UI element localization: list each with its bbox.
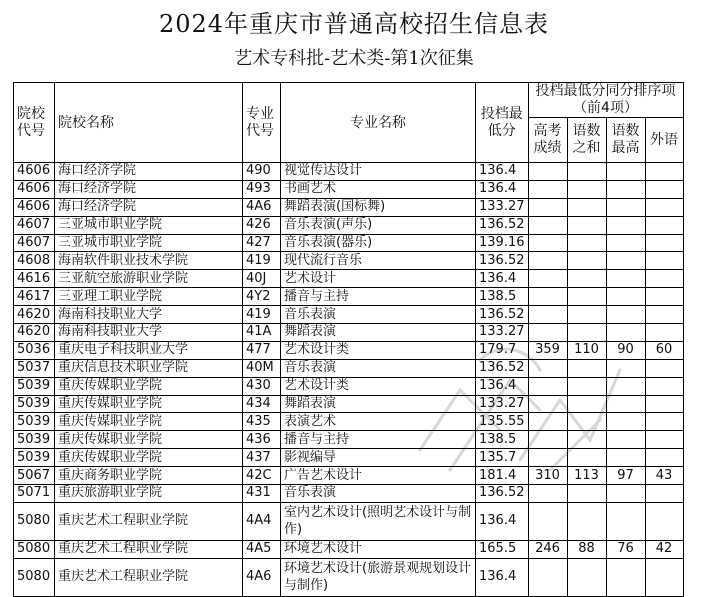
- chinese-math-max-cell: [606, 359, 645, 377]
- chinese-math-max-cell: [606, 216, 645, 234]
- school-name-cell: 重庆传媒职业学院: [55, 377, 243, 395]
- chinese-math-max-cell: [606, 234, 645, 252]
- major-code-cell: 4A4: [243, 502, 281, 540]
- major-code-cell: 4A5: [243, 540, 281, 558]
- foreign-cell: 43: [645, 467, 683, 485]
- major-name-cell: 室内艺术设计(照明艺术设计与制作): [281, 502, 476, 540]
- school-code-cell: 4620: [14, 306, 55, 324]
- school-code-cell: 5067: [14, 467, 55, 485]
- header-school-code: 院校代号: [14, 83, 55, 163]
- school-code-cell: 5039: [14, 431, 55, 449]
- table-row: [14, 377, 684, 395]
- major-name-cell: 音乐表演: [281, 306, 476, 324]
- chinese-math-cell: [567, 252, 606, 270]
- table-row: [14, 163, 684, 181]
- major-code-cell: 40M: [243, 359, 281, 377]
- gaokao-cell: [528, 180, 567, 198]
- school-name-cell: 重庆艺术工程职业学院: [55, 558, 243, 596]
- major-name-cell: 音乐表演: [281, 359, 476, 377]
- header-major-code: 专业代号: [243, 83, 281, 163]
- table-row: [14, 288, 684, 306]
- gaokao-cell: [528, 306, 567, 324]
- chinese-math-cell: [567, 198, 606, 216]
- chinese-math-max-cell: [606, 502, 645, 540]
- min-score-cell: 136.4: [476, 558, 529, 596]
- chinese-math-cell: [567, 449, 606, 467]
- chinese-math-max-cell: [606, 180, 645, 198]
- school-code-cell: 4620: [14, 324, 55, 342]
- header-school-name: 院校名称: [55, 83, 243, 163]
- foreign-cell: [645, 413, 683, 431]
- major-code-cell: 434: [243, 395, 281, 413]
- major-code-cell: 490: [243, 163, 281, 181]
- school-name-cell: 海南软件职业技术学院: [55, 252, 243, 270]
- foreign-cell: [645, 270, 683, 288]
- header-major-name: 专业名称: [281, 83, 476, 163]
- foreign-cell: 42: [645, 540, 683, 558]
- chinese-math-max-cell: [606, 395, 645, 413]
- chinese-math-cell: [567, 270, 606, 288]
- table-body: [14, 163, 684, 597]
- major-code-cell: 427: [243, 234, 281, 252]
- foreign-cell: [645, 198, 683, 216]
- school-name-cell: 重庆传媒职业学院: [55, 413, 243, 431]
- header-min-score: 投档最低分: [476, 83, 529, 163]
- min-score-cell: 136.52: [476, 252, 529, 270]
- chinese-math-cell: 113: [567, 467, 606, 485]
- chinese-math-cell: [567, 485, 606, 503]
- header-tie-group: 投档最低分同分排序项（前4项）: [528, 83, 683, 118]
- school-code-cell: 4607: [14, 234, 55, 252]
- major-code-cell: 419: [243, 306, 281, 324]
- gaokao-cell: [528, 449, 567, 467]
- school-code-cell: 5036: [14, 341, 55, 359]
- chinese-math-max-cell: [606, 270, 645, 288]
- table-row: [14, 324, 684, 342]
- table-row: [14, 540, 684, 558]
- major-code-cell: 419: [243, 252, 281, 270]
- min-score-cell: 136.4: [476, 180, 529, 198]
- gaokao-cell: [528, 413, 567, 431]
- gaokao-cell: [528, 485, 567, 503]
- table-row: [14, 180, 684, 198]
- min-score-cell: 165.5: [476, 540, 529, 558]
- min-score-cell: 133.27: [476, 198, 529, 216]
- header-gaokao: 高考成绩: [528, 118, 567, 163]
- chinese-math-cell: [567, 413, 606, 431]
- school-code-cell: 5037: [14, 359, 55, 377]
- gaokao-cell: [528, 252, 567, 270]
- table-row: [14, 198, 684, 216]
- header-chinese-math: 语数之和: [567, 118, 606, 163]
- chinese-math-cell: [567, 377, 606, 395]
- min-score-cell: 136.4: [476, 270, 529, 288]
- table-row: [14, 359, 684, 377]
- major-code-cell: 436: [243, 431, 281, 449]
- school-code-cell: 5039: [14, 377, 55, 395]
- major-name-cell: 播音与主持: [281, 431, 476, 449]
- school-name-cell: 重庆传媒职业学院: [55, 395, 243, 413]
- school-code-cell: 5080: [14, 540, 55, 558]
- school-name-cell: 海口经济学院: [55, 180, 243, 198]
- school-name-cell: 重庆旅游职业学院: [55, 485, 243, 503]
- chinese-math-cell: [567, 216, 606, 234]
- foreign-cell: [645, 306, 683, 324]
- min-score-cell: 139.16: [476, 234, 529, 252]
- school-name-cell: 三亚理工职业学院: [55, 288, 243, 306]
- foreign-cell: [645, 324, 683, 342]
- min-score-cell: 179.7: [476, 341, 529, 359]
- major-code-cell: 493: [243, 180, 281, 198]
- table-row: [14, 467, 684, 485]
- major-name-cell: 表演艺术: [281, 413, 476, 431]
- school-code-cell: 5071: [14, 485, 55, 503]
- school-code-cell: 4606: [14, 198, 55, 216]
- chinese-math-max-cell: [606, 449, 645, 467]
- chinese-math-max-cell: [606, 485, 645, 503]
- school-name-cell: 海口经济学院: [55, 163, 243, 181]
- school-code-cell: 5039: [14, 413, 55, 431]
- school-name-cell: 海南科技职业大学: [55, 306, 243, 324]
- foreign-cell: [645, 252, 683, 270]
- major-name-cell: 艺术设计: [281, 270, 476, 288]
- school-code-cell: 5080: [14, 558, 55, 596]
- major-code-cell: 40J: [243, 270, 281, 288]
- major-code-cell: 4Y2: [243, 288, 281, 306]
- foreign-cell: [645, 234, 683, 252]
- min-score-cell: 136.52: [476, 485, 529, 503]
- school-name-cell: 三亚航空旅游职业学院: [55, 270, 243, 288]
- table-row: [14, 270, 684, 288]
- gaokao-cell: [528, 216, 567, 234]
- chinese-math-cell: 88: [567, 540, 606, 558]
- foreign-cell: [645, 180, 683, 198]
- min-score-cell: 138.5: [476, 431, 529, 449]
- chinese-math-max-cell: [606, 431, 645, 449]
- chinese-math-cell: [567, 163, 606, 181]
- min-score-cell: 136.52: [476, 306, 529, 324]
- school-name-cell: 三亚城市职业学院: [55, 216, 243, 234]
- foreign-cell: [645, 431, 683, 449]
- gaokao-cell: [528, 502, 567, 540]
- major-name-cell: 现代流行音乐: [281, 252, 476, 270]
- major-name-cell: 音乐表演: [281, 485, 476, 503]
- school-name-cell: 重庆信息技术职业学院: [55, 359, 243, 377]
- major-name-cell: 环境艺术设计: [281, 540, 476, 558]
- foreign-cell: [645, 359, 683, 377]
- table-row: [14, 216, 684, 234]
- foreign-cell: [645, 216, 683, 234]
- chinese-math-cell: [567, 288, 606, 306]
- gaokao-cell: [528, 324, 567, 342]
- chinese-math-cell: [567, 359, 606, 377]
- gaokao-cell: [528, 431, 567, 449]
- gaokao-cell: 359: [528, 341, 567, 359]
- foreign-cell: [645, 502, 683, 540]
- foreign-cell: [645, 377, 683, 395]
- school-name-cell: 重庆传媒职业学院: [55, 449, 243, 467]
- chinese-math-cell: [567, 324, 606, 342]
- school-code-cell: 4616: [14, 270, 55, 288]
- chinese-math-max-cell: 90: [606, 341, 645, 359]
- school-name-cell: 三亚城市职业学院: [55, 234, 243, 252]
- table-row: [14, 341, 684, 359]
- foreign-cell: [645, 163, 683, 181]
- chinese-math-cell: 110: [567, 341, 606, 359]
- foreign-cell: [645, 449, 683, 467]
- major-name-cell: 视觉传达设计: [281, 163, 476, 181]
- table-row: [14, 413, 684, 431]
- min-score-cell: 136.52: [476, 216, 529, 234]
- major-name-cell: 播音与主持: [281, 288, 476, 306]
- school-code-cell: 4606: [14, 163, 55, 181]
- major-code-cell: 42C: [243, 467, 281, 485]
- chinese-math-cell: [567, 395, 606, 413]
- chinese-math-max-cell: 97: [606, 467, 645, 485]
- gaokao-cell: [528, 234, 567, 252]
- header-chinese-math-max: 语数最高: [606, 118, 645, 163]
- school-name-cell: 重庆传媒职业学院: [55, 431, 243, 449]
- major-code-cell: 4A6: [243, 558, 281, 596]
- header-foreign: 外语: [645, 118, 683, 163]
- major-code-cell: 41A: [243, 324, 281, 342]
- major-name-cell: 艺术设计类: [281, 341, 476, 359]
- chinese-math-max-cell: [606, 288, 645, 306]
- min-score-cell: 135.55: [476, 413, 529, 431]
- chinese-math-max-cell: 76: [606, 540, 645, 558]
- min-score-cell: 136.52: [476, 359, 529, 377]
- school-code-cell: 5039: [14, 449, 55, 467]
- gaokao-cell: 246: [528, 540, 567, 558]
- school-code-cell: 5080: [14, 502, 55, 540]
- foreign-cell: 60: [645, 341, 683, 359]
- school-name-cell: 海口经济学院: [55, 198, 243, 216]
- major-name-cell: 广告艺术设计: [281, 467, 476, 485]
- page-title: 2024年重庆市普通高校招生信息表: [158, 10, 550, 38]
- table-row: [14, 431, 684, 449]
- chinese-math-cell: [567, 431, 606, 449]
- school-name-cell: 重庆电子科技职业大学: [55, 341, 243, 359]
- min-score-cell: 133.27: [476, 324, 529, 342]
- major-code-cell: 437: [243, 449, 281, 467]
- major-name-cell: 舞蹈表演(国标舞): [281, 198, 476, 216]
- chinese-math-cell: [567, 502, 606, 540]
- major-code-cell: 4A6: [243, 198, 281, 216]
- table-row: [14, 395, 684, 413]
- foreign-cell: [645, 288, 683, 306]
- gaokao-cell: [528, 288, 567, 306]
- school-code-cell: 4608: [14, 252, 55, 270]
- chinese-math-max-cell: [606, 252, 645, 270]
- table-row: [14, 252, 684, 270]
- major-name-cell: 环境艺术设计(旅游景观规划设计与制作): [281, 558, 476, 596]
- school-name-cell: 重庆商务职业学院: [55, 467, 243, 485]
- chinese-math-max-cell: [606, 198, 645, 216]
- major-name-cell: 舞蹈表演: [281, 324, 476, 342]
- major-name-cell: 音乐表演(器乐): [281, 234, 476, 252]
- min-score-cell: 135.7: [476, 449, 529, 467]
- gaokao-cell: [528, 163, 567, 181]
- major-code-cell: 477: [243, 341, 281, 359]
- table-row: [14, 485, 684, 503]
- major-code-cell: 426: [243, 216, 281, 234]
- min-score-cell: 136.4: [476, 377, 529, 395]
- school-name-cell: 海南科技职业大学: [55, 324, 243, 342]
- chinese-math-cell: [567, 180, 606, 198]
- table-row: [14, 234, 684, 252]
- school-code-cell: 4617: [14, 288, 55, 306]
- min-score-cell: 136.4: [476, 163, 529, 181]
- table-row: [14, 449, 684, 467]
- major-name-cell: 音乐表演(声乐): [281, 216, 476, 234]
- gaokao-cell: [528, 359, 567, 377]
- page-subtitle: 艺术专科批-艺术类-第1次征集: [234, 48, 474, 69]
- min-score-cell: 133.27: [476, 395, 529, 413]
- chinese-math-max-cell: [606, 413, 645, 431]
- school-code-cell: 4607: [14, 216, 55, 234]
- major-name-cell: 舞蹈表演: [281, 395, 476, 413]
- school-name-cell: 重庆艺术工程职业学院: [55, 540, 243, 558]
- chinese-math-max-cell: [606, 377, 645, 395]
- major-name-cell: 艺术设计类: [281, 377, 476, 395]
- major-code-cell: 430: [243, 377, 281, 395]
- chinese-math-max-cell: [606, 163, 645, 181]
- major-code-cell: 431: [243, 485, 281, 503]
- major-name-cell: 书画艺术: [281, 180, 476, 198]
- major-name-cell: 影视编导: [281, 449, 476, 467]
- chinese-math-max-cell: [606, 324, 645, 342]
- gaokao-cell: [528, 270, 567, 288]
- chinese-math-max-cell: [606, 306, 645, 324]
- gaokao-cell: [528, 377, 567, 395]
- table-row: [14, 306, 684, 324]
- admission-table: [13, 82, 684, 597]
- school-name-cell: 重庆艺术工程职业学院: [55, 502, 243, 540]
- school-code-cell: 5039: [14, 395, 55, 413]
- major-code-cell: 435: [243, 413, 281, 431]
- chinese-math-cell: [567, 234, 606, 252]
- min-score-cell: 181.4: [476, 467, 529, 485]
- gaokao-cell: 310: [528, 467, 567, 485]
- chinese-math-cell: [567, 306, 606, 324]
- gaokao-cell: [528, 395, 567, 413]
- table-row: [14, 502, 684, 540]
- foreign-cell: [645, 485, 683, 503]
- gaokao-cell: [528, 198, 567, 216]
- school-code-cell: 4606: [14, 180, 55, 198]
- min-score-cell: 136.4: [476, 502, 529, 540]
- min-score-cell: 138.5: [476, 288, 529, 306]
- foreign-cell: [645, 395, 683, 413]
